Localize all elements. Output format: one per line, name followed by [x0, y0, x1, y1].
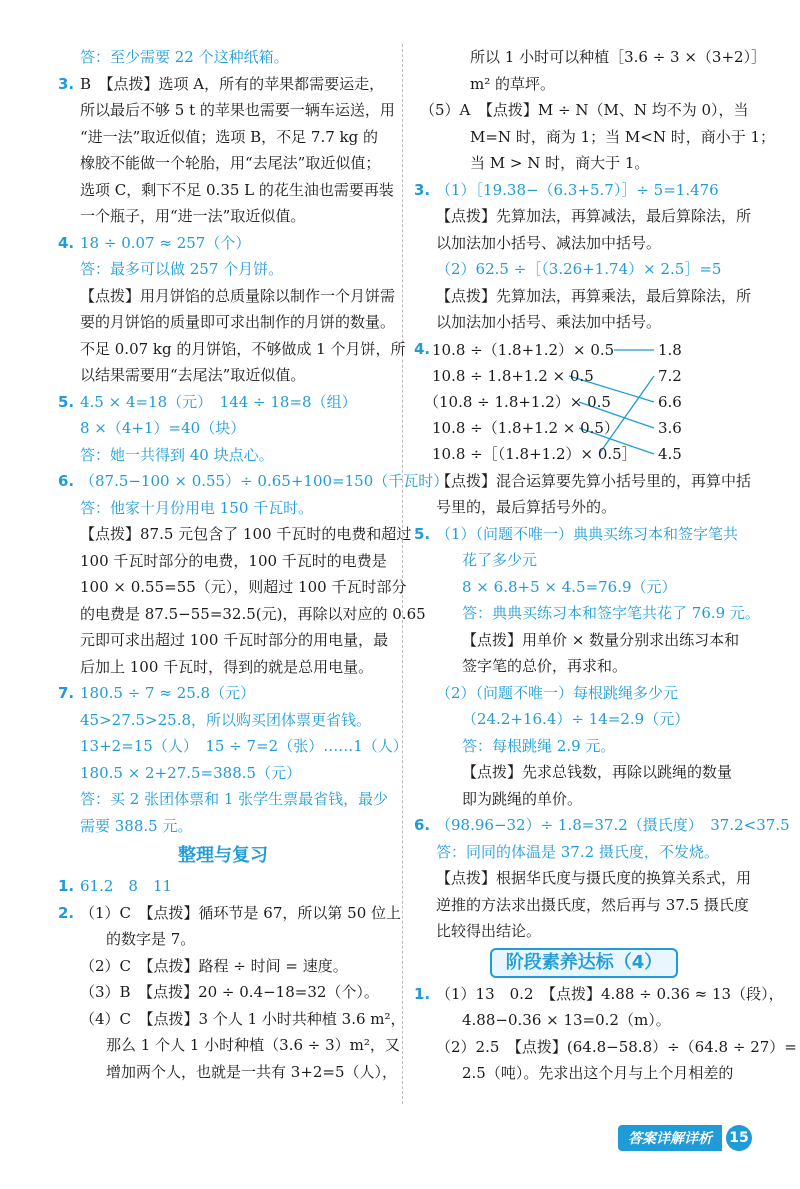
- text-line: （1）（问题不唯一）典典买练习本和签字笔共: [436, 524, 739, 543]
- text-line: 即为跳绳的单价。: [462, 789, 583, 808]
- text-line: （87.5−100 × 0.55）÷ 0.65+100=150（千瓦时）: [80, 472, 449, 490]
- text-line: 选项 C，剩下不足 0.35 L 的花生油也需要再装: [80, 180, 394, 199]
- text-line: 的数字是 7。: [106, 930, 196, 948]
- problem-number: 5.: [414, 524, 431, 543]
- text-line: 橡胶不能做一个轮胎，用“去尾法”取近似值；: [80, 154, 381, 172]
- match-left-1: 10.8 ÷（1.8+1.2）× 0.5: [432, 340, 615, 359]
- answer-line: 答：他家十月份用电 150 千瓦时。: [80, 498, 314, 517]
- text-line: 元即可求出超过 100 千瓦时部分的用电量，最: [80, 631, 389, 649]
- text-line: 13+2=15（人） 15 ÷ 7=2（张）……1（人）: [80, 737, 408, 755]
- match-right-4: 3.6: [658, 418, 682, 437]
- left-column: [54, 44, 449, 1085]
- text-line: （2）62.5 ÷［（3.26+1.74）× 2.5］=5: [436, 260, 722, 278]
- problem-6: [54, 468, 449, 495]
- text-line: （24.2+16.4）÷ 14=2.9（元）: [462, 710, 690, 728]
- text-line: （2）（问题不唯一）每根跳绳多少元: [436, 683, 679, 702]
- answer-line: 答：她一共得到 40 块点心。: [80, 445, 274, 464]
- hint-line: 【点拨】混合运算要先算小括号里的，再算中括: [436, 471, 752, 490]
- text-line: （1）［19.38−（6.3+5.7）］÷ 5=1.476: [436, 180, 719, 199]
- match-right-2: 7.2: [658, 366, 682, 385]
- text-line: 以加法加小括号、乘法加中括号。: [436, 313, 662, 331]
- answer-line: 需要 388.5 元。: [80, 816, 193, 835]
- section-title-review: 整理与复习: [178, 845, 268, 866]
- text-line: B 【点拨】选项 A，所有的苹果都需要运走，: [80, 74, 385, 93]
- text-line: 后加上 100 千瓦时，得到的就是总用电量。: [80, 657, 374, 676]
- text-line: （2）C 【点拨】路程 ÷ 时间 = 速度。: [80, 956, 348, 975]
- text-line: 2.5（吨）。先求出这个月与上个月相差的: [462, 1064, 734, 1082]
- problem-number: 6.: [58, 472, 75, 490]
- answer-line: 答：典典买练习本和签字笔共花了 76.9 元。: [462, 604, 760, 622]
- problem-5: [54, 389, 392, 416]
- text-line: （2）2.5 【点拨】(64.8−58.8）÷（64.8 ÷ 27）=: [436, 1037, 797, 1056]
- hint-line: 【点拨】用单价 × 数量分别求出练习本和: [462, 630, 740, 649]
- hint-line: 【点拨】用月饼馅的总质量除以制作一个月饼需: [80, 286, 396, 305]
- problem-number: 7.: [58, 684, 75, 702]
- text-line: （1）C 【点拨】循环节是 67，所以第 50 位上: [80, 903, 402, 922]
- text-line: 18 ÷ 0.07 ≈ 257（个）: [80, 233, 251, 252]
- answer-line: 答：最多可以做 257 个月饼。: [80, 260, 284, 278]
- text-line: 45>27.5>25.8，所以购买团体票更省钱。: [80, 710, 372, 729]
- problem-number: 6.: [414, 816, 431, 834]
- text-line: 4.5 × 4=18（元） 144 ÷ 18=8（组）: [80, 392, 357, 411]
- text-line: 100 × 0.55=55（元），则超过 100 千瓦时部分: [80, 578, 407, 596]
- hint-line: 【点拨】先求总钱数，再除以跳绳的数量: [462, 763, 733, 781]
- text-line: 180.5 × 2+27.5=388.5（元）: [80, 763, 302, 782]
- problem-4: [54, 230, 392, 257]
- answer-line: 答：每根跳绳 2.9 元。: [462, 736, 616, 755]
- text-line: 不足 0.07 kg 的月饼馅，不够做成 1 个月饼，所: [80, 339, 406, 358]
- review-problem-1: [54, 873, 392, 900]
- problem-number: 1.: [58, 877, 75, 895]
- problem-number: 4.: [414, 339, 431, 358]
- problem-number: 4.: [58, 233, 75, 252]
- problem-number: 1.: [414, 984, 431, 1003]
- right-column: [414, 44, 797, 1087]
- problem-3: [414, 177, 754, 204]
- match-left-3: （10.8 ÷ 1.8+1.2）× 0.5: [424, 392, 611, 411]
- text-line: （5）A 【点拨】M ÷ N（M、N 均不为 0），当: [420, 101, 749, 119]
- hint-line: 【点拨】87.5 元包含了 100 千瓦时的电费和超过: [80, 525, 412, 543]
- text-line: 的电费是 87.5−55=32.5(元)，再除以对应的 0.65: [80, 604, 426, 623]
- match-left-2: 10.8 ÷ 1.8+1.2 × 0.5: [432, 366, 594, 385]
- page-number: 15: [726, 1125, 752, 1151]
- match-right-3: 6.6: [658, 392, 682, 411]
- text-line: （1）13 0.2 【点拨】4.88 ÷ 0.36 ≈ 13（段），: [436, 984, 784, 1003]
- problem-5: [414, 521, 754, 548]
- match-right-1: 1.8: [658, 340, 682, 359]
- text-line: 以加法加小括号、减法加中括号。: [436, 233, 662, 252]
- text-line: 所以最后不够 5 t 的苹果也需要一辆车运送，用: [80, 101, 395, 119]
- footer-label: 答案详解详析: [618, 1125, 722, 1151]
- hint-line: 【点拨】根据华氏度与摄氏度的换算关系式，用: [436, 869, 752, 887]
- text-line: 100 千瓦时部分的电费，100 千瓦时的电费是: [80, 551, 387, 570]
- text-line: 号里的，最后算括号外的。: [436, 498, 617, 516]
- problem-7: [54, 680, 392, 707]
- answer-line: 答：买 2 张团体票和 1 张学生票最省钱，最少: [80, 790, 389, 808]
- text-line: 一个瓶子，用“进一法”取近似值。: [80, 207, 306, 225]
- text-line: 61.2 8 11: [80, 877, 173, 895]
- text-line: （3）B 【点拨】20 ÷ 0.4−18=32（个）。: [80, 983, 379, 1001]
- page-footer: [618, 1124, 752, 1152]
- text-line: m² 的草坪。: [470, 74, 556, 93]
- text-line: 要的月饼馅的质量即可求出制作的月饼的数量。: [80, 313, 396, 331]
- text-line: 当 M > N 时，商大于 1。: [470, 154, 650, 172]
- text-line: 所以 1 小时可以种植［3.6 ÷ 3 ×（3+2）］: [470, 48, 767, 66]
- match-left-5: 10.8 ÷［（1.8+1.2）× 0.5］: [432, 444, 637, 463]
- text-line: 比较得出结论。: [436, 922, 542, 940]
- text-line: （98.96−32）÷ 1.8=37.2（摄氏度） 37.2<37.5: [436, 816, 790, 834]
- text-line: 增加两个人，也就是一共有 3+2=5（人），: [106, 1062, 398, 1081]
- text-line: 8 ×（4+1）=40（块）: [80, 419, 246, 437]
- problem-number: 3.: [414, 180, 431, 199]
- review-problem-2: [54, 900, 402, 927]
- match-left-4: 10.8 ÷（1.8+1.2 × 0.5）: [432, 418, 619, 437]
- text-line: （4）C 【点拨】3 个人 1 小时共种植 3.6 m²，: [80, 1009, 406, 1028]
- match-right-5: 4.5: [658, 444, 682, 463]
- problem-3: [54, 71, 392, 98]
- text-line: 8 × 6.8+5 × 4.5=76.9（元）: [462, 577, 677, 596]
- text-line: 以结果需要用“去尾法”取近似值。: [80, 366, 306, 384]
- answer-line: 答：至少需要 22 个这种纸箱。: [80, 48, 289, 66]
- text-line: 那么 1 个人 1 小时种植（3.6 ÷ 3）m²，又: [106, 1036, 400, 1054]
- matching-exercise: [414, 336, 754, 468]
- stage-problem-1: [414, 981, 784, 1008]
- text-line: 花了多少元: [462, 551, 538, 569]
- answer-line: 答：同同的体温是 37.2 摄氏度，不发烧。: [436, 842, 719, 861]
- section-title-stage: 阶段素养达标（4）: [490, 948, 679, 978]
- problem-number: 2.: [58, 903, 75, 922]
- problem-number: 5.: [58, 392, 75, 411]
- text-line: 逆推的方法求出摄氏度，然后再与 37.5 摄氏度: [436, 895, 749, 914]
- text-line: 180.5 ÷ 7 ≈ 25.8（元）: [80, 684, 256, 702]
- hint-line: 【点拨】先算加法，再算乘法，最后算除法，所: [436, 286, 752, 305]
- text-line: M=N 时，商为 1；当 M<N 时，商小于 1；: [470, 127, 776, 146]
- text-line: 4.88−0.36 × 13=0.2（m）。: [462, 1011, 671, 1029]
- hint-line: 【点拨】先算加法，再算减法，最后算除法，所: [436, 207, 752, 225]
- problem-number: 3.: [58, 74, 75, 93]
- problem-6: [414, 812, 790, 839]
- text-line: 签字笔的总价，再求和。: [462, 657, 628, 675]
- text-line: “进一法”取近似值；选项 B，不足 7.7 kg 的: [80, 127, 378, 146]
- section-header: [414, 945, 754, 981]
